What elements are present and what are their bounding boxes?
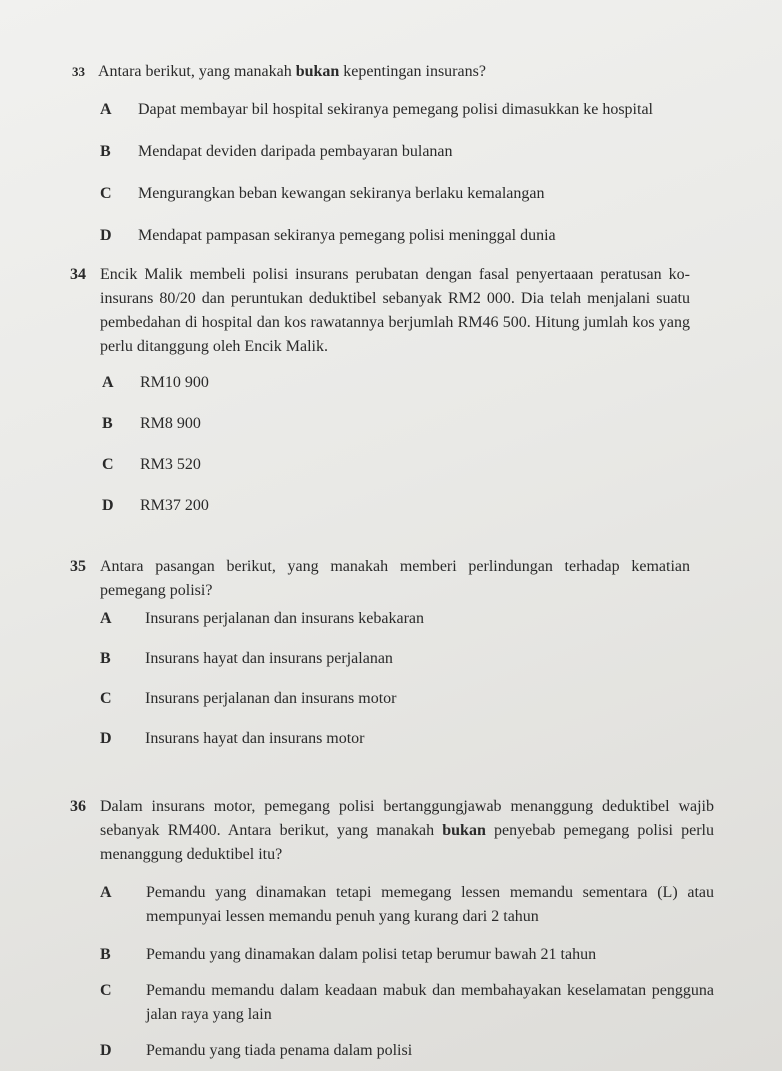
option-d[interactable] (100, 224, 712, 254)
option-a[interactable] (100, 98, 712, 140)
option-b[interactable] (102, 412, 690, 453)
option-letter: B (100, 946, 111, 963)
emphasis-bukan: bukan (442, 822, 486, 839)
option-letter: C (102, 456, 114, 473)
question-35 (70, 555, 690, 757)
question-33 (72, 60, 712, 254)
option-text: Pemandu memandu dalam keadaan mabuk dan membahayakan keselamatan pengguna jalan raya yang lain (146, 982, 714, 1023)
option-a[interactable] (100, 607, 690, 647)
option-text: Insurans perjalanan dan insurans kebakaran (145, 610, 424, 627)
option-text: Dapat membayar bil hospital sekiranya pemegang polisi dimasukkan ke hospital (138, 101, 653, 118)
option-letter: D (100, 730, 112, 747)
option-c[interactable] (100, 182, 712, 224)
option-letter: A (100, 101, 112, 118)
option-letter: C (100, 690, 112, 707)
question-number: 35 (70, 558, 86, 575)
option-a[interactable] (102, 371, 690, 412)
option-letter: B (102, 415, 113, 432)
option-text: Pemandu yang dinamakan dalam polisi tetap berumur bawah 21 tahun (146, 946, 597, 963)
option-letter: D (100, 227, 112, 244)
question-stem: Encik Malik membeli polisi insurans perubatan dengan fasal penyertaaan peratusan ko-insurans 80/20 dan peruntukan deduktibel sebanyak RM2 000. Dia telah menjalani suatu pembedahan di hospital dan kos rawatannya berjumlah RM46 500. Hitung jumlah kos yang perlu ditanggung oleh Encik Malik. (100, 266, 690, 355)
option-a[interactable] (100, 881, 714, 943)
option-text: Mengurangkan beban kewangan sekiranya berlaku kemalangan (138, 185, 545, 202)
question-stem: Antara berikut, yang manakah bukan kepentingan insurans? (98, 63, 486, 80)
question-number: 33 (72, 64, 85, 79)
question-number: 36 (70, 798, 86, 815)
option-text: Insurans hayat dan insurans perjalanan (145, 650, 393, 667)
option-text: Mendapat pampasan sekiranya pemegang polisi meninggal dunia (138, 227, 556, 244)
option-c[interactable] (102, 453, 690, 494)
emphasis-bukan: bukan (295, 63, 340, 80)
option-text: Pemandu yang tiada penama dalam polisi (146, 1042, 413, 1059)
option-text: Pemandu yang dinamakan tetapi memegang lessen memandu sementara (L) atau mempunyai lessen memandu penuh yang kurang dari 2 tahun (146, 884, 714, 925)
question-36 (70, 795, 714, 1067)
option-text: RM8 900 (140, 415, 201, 432)
option-d[interactable] (102, 494, 690, 524)
option-letter: A (102, 374, 114, 391)
option-text: RM10 900 (140, 374, 209, 391)
option-text: RM3 520 (140, 456, 201, 473)
option-b[interactable] (100, 140, 712, 182)
question-stem: Antara pasangan berikut, yang manakah memberi perlindungan terhadap kematian pemegang polisi? (100, 558, 690, 599)
question-stem: Dalam insurans motor, pemegang polisi bertanggungjawab menanggung deduktibel wajib sebanyak RM400. Antara berikut, yang manakah bukan penyebab pemegang polisi perlu menanggung deduktibel itu? (100, 798, 714, 863)
option-letter: B (100, 143, 111, 160)
option-letter: A (100, 610, 112, 627)
option-letter: D (102, 497, 114, 514)
option-text: Insurans hayat dan insurans motor (145, 730, 365, 747)
option-c[interactable] (100, 979, 714, 1039)
option-text: Insurans perjalanan dan insurans motor (145, 690, 397, 707)
option-d[interactable] (100, 727, 690, 757)
option-text: Mendapat deviden daripada pembayaran bulanan (138, 143, 453, 160)
option-c[interactable] (100, 687, 690, 727)
option-d[interactable] (100, 1039, 714, 1067)
option-letter: C (100, 185, 112, 202)
option-letter: D (100, 1042, 112, 1059)
option-letter: B (100, 650, 111, 667)
question-34 (70, 263, 690, 524)
option-text: RM37 200 (140, 497, 209, 514)
question-number: 34 (70, 266, 86, 283)
option-letter: A (100, 884, 112, 901)
option-letter: C (100, 982, 112, 999)
option-b[interactable] (100, 943, 714, 979)
option-b[interactable] (100, 647, 690, 687)
